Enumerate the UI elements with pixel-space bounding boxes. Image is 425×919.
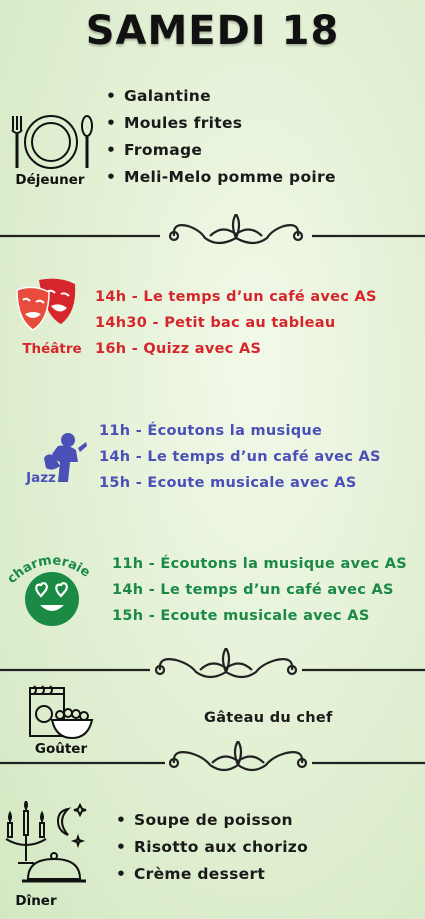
list-item: • Crème dessert: [116, 861, 308, 888]
dejeuner-menu: [106, 83, 336, 191]
theatre-label: Théâtre: [22, 341, 82, 357]
ornament-divider-icon: [0, 741, 425, 781]
ornament-divider-icon: [0, 648, 425, 688]
plate-cutlery-icon: [8, 112, 94, 172]
event-item: 15h - Ecoute musicale avec AS: [112, 608, 370, 624]
theatre-masks-icon: [15, 276, 77, 332]
dejeuner-label: Déjeuner: [15, 172, 85, 188]
list-item: • Fromage: [106, 137, 336, 164]
event-item: 14h30 - Petit bac au tableau: [95, 315, 336, 331]
snack-bowl-icon: [26, 684, 96, 740]
event-item: 11h - Écoutons la musique: [99, 423, 323, 439]
list-item: • Risotto aux chorizo: [116, 834, 308, 861]
gouter-label: Goûter: [34, 741, 88, 757]
diner-label: Dîner: [15, 893, 57, 909]
event-item: 14h - Le temps d’un café avec AS: [95, 289, 377, 305]
list-item: • Moules frites: [106, 110, 336, 137]
ornament-divider-icon: [0, 214, 425, 254]
event-item: 15h - Ecoute musicale avec AS: [99, 475, 357, 491]
charmeraie-events: [112, 551, 407, 629]
event-item: 14h - Le temps d’un café avec AS: [99, 449, 381, 465]
list-item: • Meli-Melo pomme poire: [106, 164, 336, 191]
event-item: 16h - Quizz avec AS: [95, 341, 262, 357]
event-item: 14h - Le temps d’un café avec AS: [112, 582, 394, 598]
candle-moon-cloche-icon: [4, 801, 88, 887]
charmeraie-label: charmeraie: [6, 553, 93, 586]
event-item: 11h - Écoutons la musique avec AS: [112, 556, 407, 572]
jazz-label: Jazz: [26, 470, 56, 486]
jazz-events: [99, 418, 381, 496]
page-title: SAMEDI 18: [85, 8, 340, 54]
list-item: • Soupe de poisson: [116, 807, 308, 834]
heart-eyes-smiley-icon: [24, 571, 80, 627]
gouter-item: Gâteau du chef: [204, 710, 333, 726]
theatre-events: [95, 284, 377, 362]
diner-menu: [116, 807, 308, 888]
list-item: • Galantine: [106, 83, 336, 110]
